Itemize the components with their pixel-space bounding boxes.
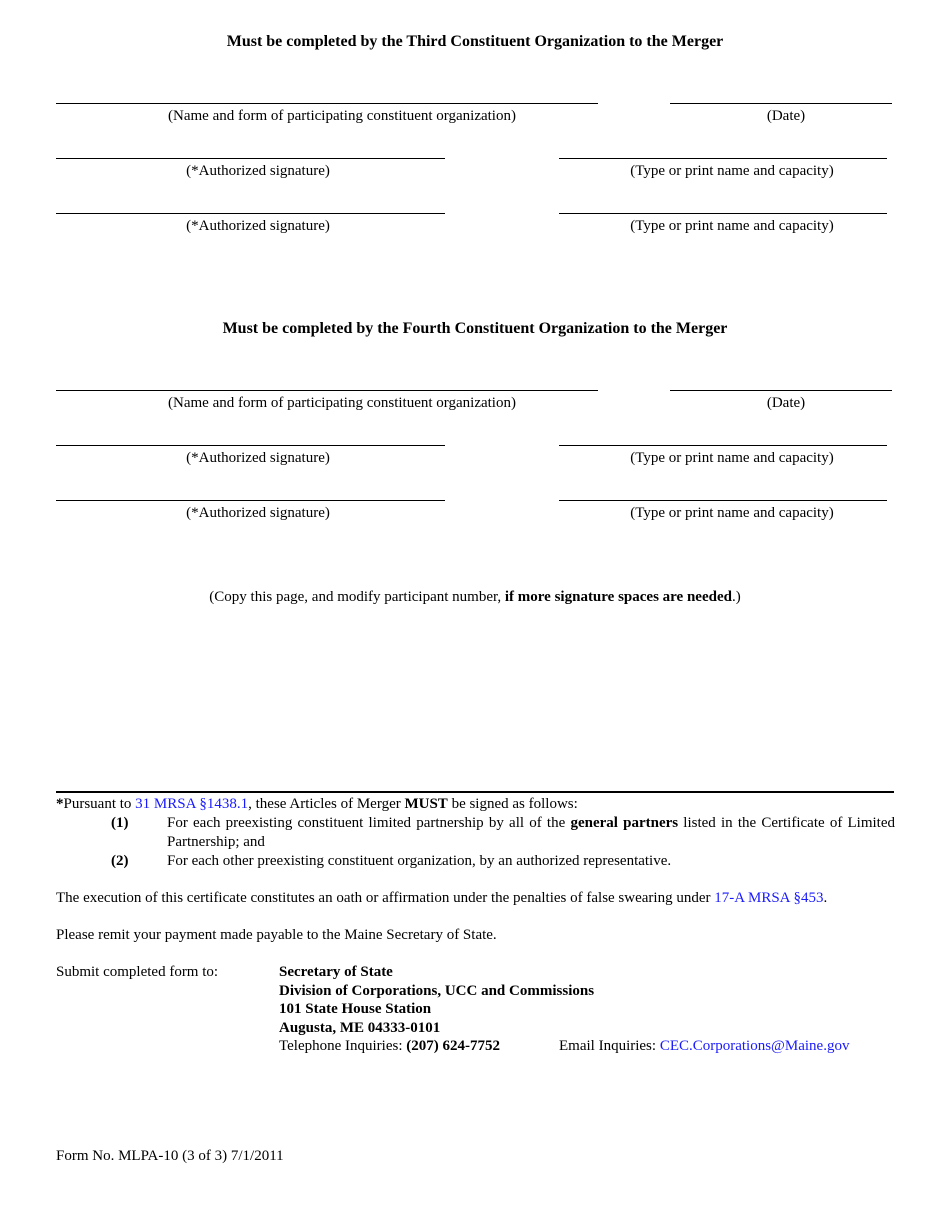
form-number-footer: Form No. MLPA-10 (3 of 3) 7/1/2011 <box>56 1148 284 1164</box>
email-link[interactable]: CEC.Corporations@Maine.gov <box>659 1038 850 1054</box>
statute-link-17a-mrsa[interactable]: 17-A MRSA §453 <box>714 890 824 906</box>
general-partners-emphasis: general partners <box>570 815 679 831</box>
authorized-signature-line <box>56 500 445 501</box>
pursuant-text: , these Articles of Merger <box>248 796 405 812</box>
date-caption: (Date) <box>766 395 806 411</box>
authorized-signature-caption: (*Authorized signature) <box>186 163 330 179</box>
address-office: Secretary of State <box>279 964 393 980</box>
execution-text: The execution of this certificate constitutes an oath or affirmation under the penalties of false swearing under <box>56 890 715 906</box>
item-number: (2) <box>111 853 129 869</box>
item-number: (1) <box>111 815 129 831</box>
item-text: For each other preexisting constituent organization, by an authorized representative. <box>167 853 672 869</box>
print-name-caption: (Type or print name and capacity) <box>630 505 834 521</box>
email-inquiries <box>559 1037 895 1056</box>
date-signature-line <box>670 390 892 391</box>
pursuant-text: be signed as follows: <box>447 796 578 812</box>
print-name-caption: (Type or print name and capacity) <box>630 218 834 234</box>
section-heading-fourth: Must be completed by the Fourth Constituent Organization to the Merger <box>222 320 728 337</box>
telephone-label: Telephone Inquiries: <box>279 1038 407 1054</box>
print-name-line <box>559 158 887 159</box>
statute-link-31-mrsa[interactable]: 31 MRSA §1438.1 <box>135 796 249 812</box>
remit-payment-note: Please remit your payment made payable to the Maine Secretary of State. <box>56 927 497 943</box>
telephone-inquiries <box>279 1037 559 1056</box>
print-name-line <box>559 500 887 501</box>
item-text-continued: Partnership; and <box>167 834 265 850</box>
name-caption: (Name and form of participating constituent organization) <box>168 395 516 411</box>
asterisk: * <box>56 796 64 812</box>
authorized-signature-line <box>56 445 445 446</box>
copy-page-note <box>0 589 950 606</box>
copy-note-end: .) <box>731 589 741 605</box>
section-divider <box>56 791 894 793</box>
print-name-caption: (Type or print name and capacity) <box>630 163 834 179</box>
print-name-line <box>559 445 887 446</box>
execution-end: . <box>823 890 828 906</box>
email-label: Email Inquiries: <box>559 1038 660 1054</box>
authorized-signature-line <box>56 158 445 159</box>
name-signature-line <box>56 390 598 391</box>
print-name-caption: (Type or print name and capacity) <box>630 450 834 466</box>
must-emphasis: MUST <box>404 796 448 812</box>
section-heading-third: Must be completed by the Third Constituent Organization to the Merger <box>226 33 724 50</box>
pursuant-statement <box>56 795 896 814</box>
copy-note-text: (Copy this page, and modify participant number, <box>209 589 505 605</box>
submit-label: Submit completed form to: <box>56 964 219 980</box>
authorized-signature-caption: (*Authorized signature) <box>186 505 330 521</box>
date-caption: (Date) <box>766 108 806 124</box>
copy-note-emphasis: if more signature spaces are needed <box>504 589 732 605</box>
item-text <box>167 814 895 833</box>
address-division: Division of Corporations, UCC and Commissions <box>279 983 595 999</box>
item-text-part: listed in the Certificate of Limited <box>678 815 895 831</box>
address-station: 101 State House Station <box>279 1001 432 1017</box>
authorized-signature-caption: (*Authorized signature) <box>186 450 330 466</box>
date-signature-line <box>670 103 892 104</box>
name-caption: (Name and form of participating constituent organization) <box>168 108 516 124</box>
authorized-signature-line <box>56 213 445 214</box>
address-city: Augusta, ME 04333-0101 <box>279 1020 441 1036</box>
name-signature-line <box>56 103 598 104</box>
print-name-line <box>559 213 887 214</box>
execution-statement <box>56 889 896 908</box>
item-text-part: For each preexisting constituent limited partnership by all of the <box>167 815 571 831</box>
authorized-signature-caption: (*Authorized signature) <box>186 218 330 234</box>
telephone-number: (207) 624-7752 <box>406 1038 500 1054</box>
pursuant-text: Pursuant to <box>63 796 136 812</box>
